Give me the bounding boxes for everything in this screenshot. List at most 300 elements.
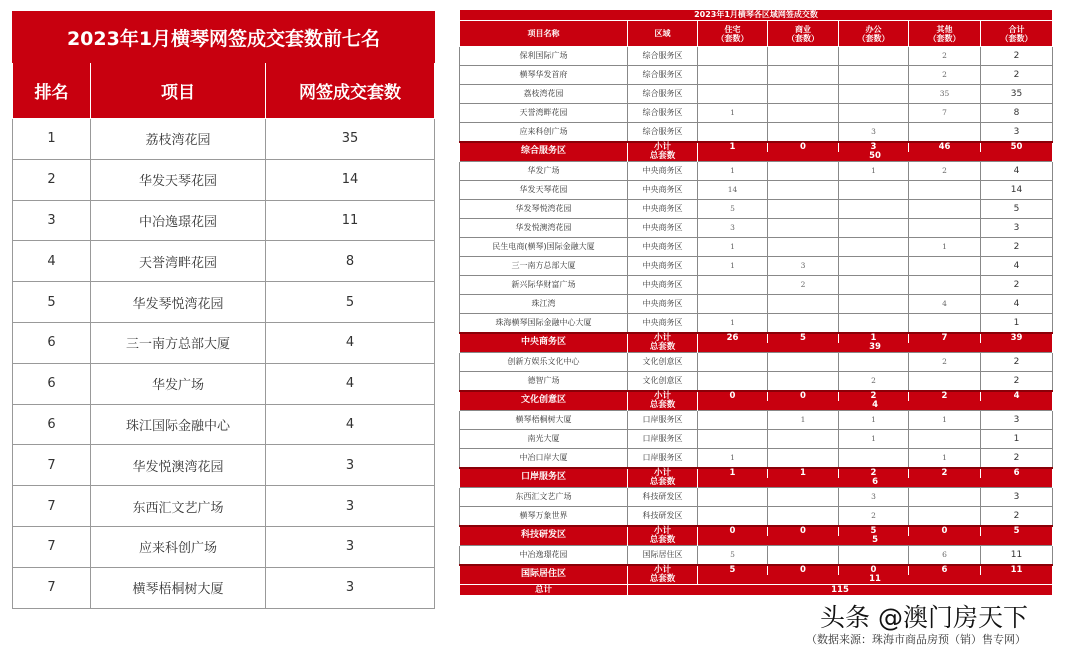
count-cell (768, 85, 839, 104)
count-cell: 4 (981, 162, 1053, 181)
count-cell: 2 (981, 276, 1053, 295)
count-cell (698, 507, 768, 526)
table-row (460, 507, 1053, 526)
count-cell: 3 (768, 257, 839, 276)
district-cell: 中央商务区 (628, 257, 698, 276)
table-row (460, 430, 1053, 449)
count-cell (839, 546, 909, 565)
left-header-cell: 排名 (13, 63, 91, 119)
project-cell: 中冶逸璟花园 (91, 200, 266, 241)
district-cell: 综合服务区 (628, 104, 698, 123)
group-name-cell: 科技研发区 (460, 526, 628, 546)
total-units-label: 总套数 (628, 152, 698, 162)
table-row (13, 322, 435, 363)
units-cell: 3 (266, 567, 435, 608)
count-cell (909, 276, 981, 295)
right-table-body (460, 47, 1053, 596)
count-cell: 1 (909, 411, 981, 430)
left-table-body (13, 119, 435, 609)
table-row (460, 295, 1053, 314)
count-cell: 2 (981, 66, 1053, 85)
units-cell: 35 (266, 119, 435, 160)
rank-cell: 4 (13, 241, 91, 282)
table-row (460, 257, 1053, 276)
count-cell: 2 (839, 507, 909, 526)
grand-total-row (460, 585, 1053, 596)
count-cell: 2 (839, 372, 909, 391)
subtotal-value: 50 (981, 142, 1053, 152)
right-header-cell: 商业 （套数） (768, 21, 839, 47)
grand-total-label: 总计 (460, 585, 628, 596)
count-cell: 5 (698, 200, 768, 219)
count-cell: 1 (839, 162, 909, 181)
units-cell: 5 (266, 282, 435, 323)
project-cell: 三一南方总部大厦 (91, 322, 266, 363)
table-row (460, 238, 1053, 257)
count-cell: 4 (981, 257, 1053, 276)
count-cell: 14 (698, 181, 768, 200)
district-cell: 综合服务区 (628, 85, 698, 104)
rank-cell: 5 (13, 282, 91, 323)
project-cell: 南光大厦 (460, 430, 628, 449)
count-cell (839, 238, 909, 257)
subtotal-value: 2 (839, 391, 909, 401)
count-cell (839, 276, 909, 295)
right-header-cell: 区域 (628, 21, 698, 47)
subtotal-label: 小计 (628, 565, 698, 575)
project-cell: 应来科创广场 (91, 526, 266, 567)
count-cell (698, 430, 768, 449)
project-cell: 华发天琴花园 (460, 181, 628, 200)
subtotal-value: 6 (909, 565, 981, 575)
subtotal-row (460, 526, 1053, 536)
table-row (13, 159, 435, 200)
table-row (460, 488, 1053, 507)
table-row (460, 353, 1053, 372)
district-cell: 文化创意区 (628, 353, 698, 372)
district-cell: 中央商务区 (628, 219, 698, 238)
table-row (460, 123, 1053, 142)
count-cell (839, 104, 909, 123)
left-table-title: 2023年1月横琴网签成交套数前七名 (13, 12, 435, 63)
group-name-cell: 国际居住区 (460, 565, 628, 585)
project-cell: 珠江国际金融中心 (91, 404, 266, 445)
count-cell: 8 (981, 104, 1053, 123)
table-row (13, 282, 435, 323)
count-cell (698, 276, 768, 295)
right-header-row (460, 21, 1053, 47)
district-cell: 国际居住区 (628, 546, 698, 565)
project-cell: 应来科创广场 (460, 123, 628, 142)
table-row (13, 445, 435, 486)
table-row (13, 404, 435, 445)
subtotal-value: 0 (768, 391, 839, 401)
left-header-cell: 项目 (91, 63, 266, 119)
subtotal-value: 1 (698, 468, 768, 478)
district-cell: 中央商务区 (628, 162, 698, 181)
count-cell: 1 (698, 314, 768, 333)
count-cell (909, 123, 981, 142)
project-cell: 珠江湾 (460, 295, 628, 314)
rank-cell: 7 (13, 526, 91, 567)
subtotal-value: 26 (698, 333, 768, 343)
project-cell: 德智广场 (460, 372, 628, 391)
table-row (460, 181, 1053, 200)
project-cell: 华发悦澳湾花园 (460, 219, 628, 238)
subtotal-value: 5 (768, 333, 839, 343)
count-cell (909, 200, 981, 219)
count-cell (839, 353, 909, 372)
district-cell: 综合服务区 (628, 47, 698, 66)
subtotal-label: 小计 (628, 468, 698, 478)
district-sales-table (459, 9, 1053, 596)
table-row (13, 119, 435, 160)
count-cell (698, 47, 768, 66)
subtotal-value: 1 (768, 468, 839, 478)
group-name-cell: 文化创意区 (460, 391, 628, 411)
subtotal-label: 小计 (628, 526, 698, 536)
group-name-cell: 综合服务区 (460, 142, 628, 162)
count-cell (839, 47, 909, 66)
subtotal-value: 0 (698, 526, 768, 536)
count-cell (768, 104, 839, 123)
count-cell: 3 (839, 488, 909, 507)
count-cell: 4 (909, 295, 981, 314)
units-cell: 3 (266, 445, 435, 486)
count-cell (768, 162, 839, 181)
rank-cell: 6 (13, 363, 91, 404)
table-row (460, 162, 1053, 181)
units-cell: 3 (266, 486, 435, 527)
table-row (460, 200, 1053, 219)
count-cell (768, 488, 839, 507)
count-cell: 2 (768, 276, 839, 295)
count-cell: 3 (981, 219, 1053, 238)
right-table-title: 2023年1月横琴各区域网签成交数 (460, 10, 1053, 21)
project-cell: 三一南方总部大厦 (460, 257, 628, 276)
table-row (460, 47, 1053, 66)
table-row (460, 85, 1053, 104)
subtotal-value: 5 (981, 526, 1053, 536)
subtotal-row (460, 468, 1053, 478)
rank-cell: 7 (13, 567, 91, 608)
count-cell (768, 295, 839, 314)
subtotal-value: 46 (909, 142, 981, 152)
count-cell (768, 546, 839, 565)
total-units-label: 总套数 (628, 478, 698, 488)
count-cell (839, 66, 909, 85)
project-cell: 横琴万象世界 (460, 507, 628, 526)
count-cell (768, 372, 839, 391)
table-row (460, 411, 1053, 430)
district-cell: 口岸服务区 (628, 430, 698, 449)
table-row (460, 449, 1053, 468)
table-row (460, 372, 1053, 391)
rank-cell: 1 (13, 119, 91, 160)
count-cell (768, 449, 839, 468)
count-cell (768, 507, 839, 526)
count-cell: 2 (909, 47, 981, 66)
count-cell (839, 257, 909, 276)
data-source-note: （数据来源：珠海市商品房预（销）售专网） (806, 633, 1026, 646)
subtotal-value: 1 (698, 142, 768, 152)
left-header-row (13, 63, 435, 119)
count-cell: 2 (981, 507, 1053, 526)
count-cell: 1 (909, 449, 981, 468)
count-cell (768, 353, 839, 372)
subtotal-label: 小计 (628, 142, 698, 152)
district-cell: 口岸服务区 (628, 411, 698, 430)
total-units-value: 5 (698, 536, 1053, 546)
count-cell (839, 200, 909, 219)
project-cell: 荔枝湾花园 (460, 85, 628, 104)
count-cell: 2 (981, 47, 1053, 66)
count-cell: 5 (698, 546, 768, 565)
district-cell: 中央商务区 (628, 181, 698, 200)
count-cell: 6 (909, 546, 981, 565)
count-cell: 35 (909, 85, 981, 104)
right-header-cell: 合计 （套数） (981, 21, 1053, 47)
units-cell: 4 (266, 322, 435, 363)
table-row (460, 66, 1053, 85)
project-cell: 横琴梧桐树大厦 (91, 567, 266, 608)
project-cell: 荔枝湾花园 (91, 119, 266, 160)
units-cell: 14 (266, 159, 435, 200)
district-cell: 中央商务区 (628, 238, 698, 257)
left-header-cell: 网签成交套数 (266, 63, 435, 119)
project-cell: 华发广场 (91, 363, 266, 404)
count-cell: 2 (981, 353, 1053, 372)
subtotal-value: 0 (768, 526, 839, 536)
count-cell: 3 (839, 123, 909, 142)
total-units-label: 总套数 (628, 575, 698, 585)
count-cell: 14 (981, 181, 1053, 200)
project-cell: 华发琴悦湾花园 (460, 200, 628, 219)
subtotal-value: 0 (768, 565, 839, 575)
subtotal-value: 0 (698, 391, 768, 401)
count-cell: 1 (909, 238, 981, 257)
count-cell: 7 (909, 104, 981, 123)
district-cell: 综合服务区 (628, 123, 698, 142)
project-cell: 东西汇文艺广场 (460, 488, 628, 507)
count-cell: 3 (981, 411, 1053, 430)
count-cell: 1 (698, 162, 768, 181)
count-cell: 1 (698, 104, 768, 123)
count-cell (839, 85, 909, 104)
subtotal-value: 2 (909, 391, 981, 401)
right-header-cell: 住宅 （套数） (698, 21, 768, 47)
count-cell (768, 66, 839, 85)
project-cell: 天誉湾畔花园 (460, 104, 628, 123)
total-units-label: 总套数 (628, 343, 698, 353)
count-cell (698, 488, 768, 507)
total-units-value: 50 (698, 152, 1053, 162)
units-cell: 4 (266, 404, 435, 445)
count-cell: 2 (981, 238, 1053, 257)
count-cell (698, 85, 768, 104)
rank-cell: 7 (13, 445, 91, 486)
count-cell: 1 (698, 257, 768, 276)
subtotal-value: 0 (768, 142, 839, 152)
group-name-cell: 口岸服务区 (460, 468, 628, 488)
table-row (13, 241, 435, 282)
district-cell: 综合服务区 (628, 66, 698, 85)
group-name-cell: 中央商务区 (460, 333, 628, 353)
subtotal-row (460, 333, 1053, 343)
units-cell: 8 (266, 241, 435, 282)
subtotal-label: 小计 (628, 333, 698, 343)
subtotal-value: 2 (839, 468, 909, 478)
project-cell: 中冶口岸大厦 (460, 449, 628, 468)
subtotal-row (460, 142, 1053, 152)
count-cell (839, 219, 909, 238)
count-cell (839, 314, 909, 333)
table-row (13, 526, 435, 567)
rank-cell: 3 (13, 200, 91, 241)
total-units-value: 6 (698, 478, 1053, 488)
table-row (13, 486, 435, 527)
count-cell (768, 181, 839, 200)
count-cell (698, 353, 768, 372)
count-cell (698, 411, 768, 430)
count-cell: 2 (981, 449, 1053, 468)
subtotal-value: 1 (839, 333, 909, 343)
subtotal-value: 11 (981, 565, 1053, 575)
count-cell (768, 47, 839, 66)
count-cell (768, 123, 839, 142)
project-cell: 民生电商(横琴)国际金融大厦 (460, 238, 628, 257)
rank-cell: 6 (13, 322, 91, 363)
district-cell: 文化创意区 (628, 372, 698, 391)
subtotal-value: 6 (981, 468, 1053, 478)
district-cell: 中央商务区 (628, 295, 698, 314)
table-row (460, 314, 1053, 333)
district-cell: 中央商务区 (628, 314, 698, 333)
project-cell: 东西汇文艺广场 (91, 486, 266, 527)
district-cell: 科技研发区 (628, 507, 698, 526)
total-units-value: 4 (698, 401, 1053, 411)
count-cell: 1 (839, 430, 909, 449)
count-cell: 1 (839, 411, 909, 430)
count-cell (698, 295, 768, 314)
count-cell: 4 (981, 295, 1053, 314)
count-cell (768, 314, 839, 333)
table-row (460, 546, 1053, 565)
count-cell: 1 (768, 411, 839, 430)
grand-total-value: 115 (628, 585, 1053, 596)
total-units-label: 总套数 (628, 536, 698, 546)
subtotal-value: 5 (698, 565, 768, 575)
count-cell (909, 372, 981, 391)
district-cell: 中央商务区 (628, 276, 698, 295)
count-cell (909, 488, 981, 507)
count-cell: 1 (698, 238, 768, 257)
count-cell: 5 (981, 200, 1053, 219)
count-cell (768, 200, 839, 219)
project-cell: 保利国际广场 (460, 47, 628, 66)
project-cell: 横琴华发首府 (460, 66, 628, 85)
subtotal-row (460, 565, 1053, 575)
count-cell: 2 (981, 372, 1053, 391)
watermark-text: 头条 @澳门房天下 (820, 603, 1028, 632)
top-seven-table (12, 11, 435, 609)
count-cell (768, 238, 839, 257)
table-row (460, 276, 1053, 295)
subtotal-value: 5 (839, 526, 909, 536)
units-cell: 3 (266, 526, 435, 567)
rank-cell: 6 (13, 404, 91, 445)
count-cell: 11 (981, 546, 1053, 565)
project-cell: 创新方娱乐文化中心 (460, 353, 628, 372)
count-cell: 3 (981, 123, 1053, 142)
units-cell: 4 (266, 363, 435, 404)
count-cell (839, 449, 909, 468)
count-cell (909, 430, 981, 449)
count-cell (909, 507, 981, 526)
district-cell: 口岸服务区 (628, 449, 698, 468)
subtotal-value: 39 (981, 333, 1053, 343)
total-units-value: 39 (698, 343, 1053, 353)
subtotal-value: 4 (981, 391, 1053, 401)
table-row (13, 567, 435, 608)
units-cell: 11 (266, 200, 435, 241)
count-cell: 3 (981, 488, 1053, 507)
count-cell (839, 181, 909, 200)
project-cell: 华发广场 (460, 162, 628, 181)
subtotal-value: 0 (839, 565, 909, 575)
project-cell: 华发悦澳湾花园 (91, 445, 266, 486)
subtotal-label: 小计 (628, 391, 698, 401)
table-row (13, 363, 435, 404)
table-row (460, 104, 1053, 123)
right-header-cell: 办公 （套数） (839, 21, 909, 47)
project-cell: 华发天琴花园 (91, 159, 266, 200)
project-cell: 天誉湾畔花园 (91, 241, 266, 282)
count-cell (909, 181, 981, 200)
district-cell: 科技研发区 (628, 488, 698, 507)
project-cell: 珠海横琴国际金融中心大厦 (460, 314, 628, 333)
right-header-cell: 其他 （套数） (909, 21, 981, 47)
count-cell: 2 (909, 353, 981, 372)
count-cell: 2 (909, 162, 981, 181)
count-cell (909, 314, 981, 333)
count-cell: 3 (698, 219, 768, 238)
count-cell: 35 (981, 85, 1053, 104)
rank-cell: 7 (13, 486, 91, 527)
subtotal-value: 0 (909, 526, 981, 536)
count-cell (698, 66, 768, 85)
total-units-label: 总套数 (628, 401, 698, 411)
count-cell (768, 430, 839, 449)
count-cell (768, 219, 839, 238)
table-row (460, 219, 1053, 238)
right-header-cell: 项目名称 (460, 21, 628, 47)
count-cell: 1 (698, 449, 768, 468)
count-cell: 1 (981, 430, 1053, 449)
subtotal-value: 2 (909, 468, 981, 478)
subtotal-value: 3 (839, 142, 909, 152)
table-row (13, 200, 435, 241)
project-cell: 新兴际华财富广场 (460, 276, 628, 295)
project-cell: 中冶逸璟花园 (460, 546, 628, 565)
count-cell: 1 (981, 314, 1053, 333)
count-cell (839, 295, 909, 314)
total-units-value: 11 (698, 575, 1053, 585)
subtotal-value: 7 (909, 333, 981, 343)
count-cell (909, 257, 981, 276)
count-cell: 2 (909, 66, 981, 85)
project-cell: 华发琴悦湾花园 (91, 282, 266, 323)
